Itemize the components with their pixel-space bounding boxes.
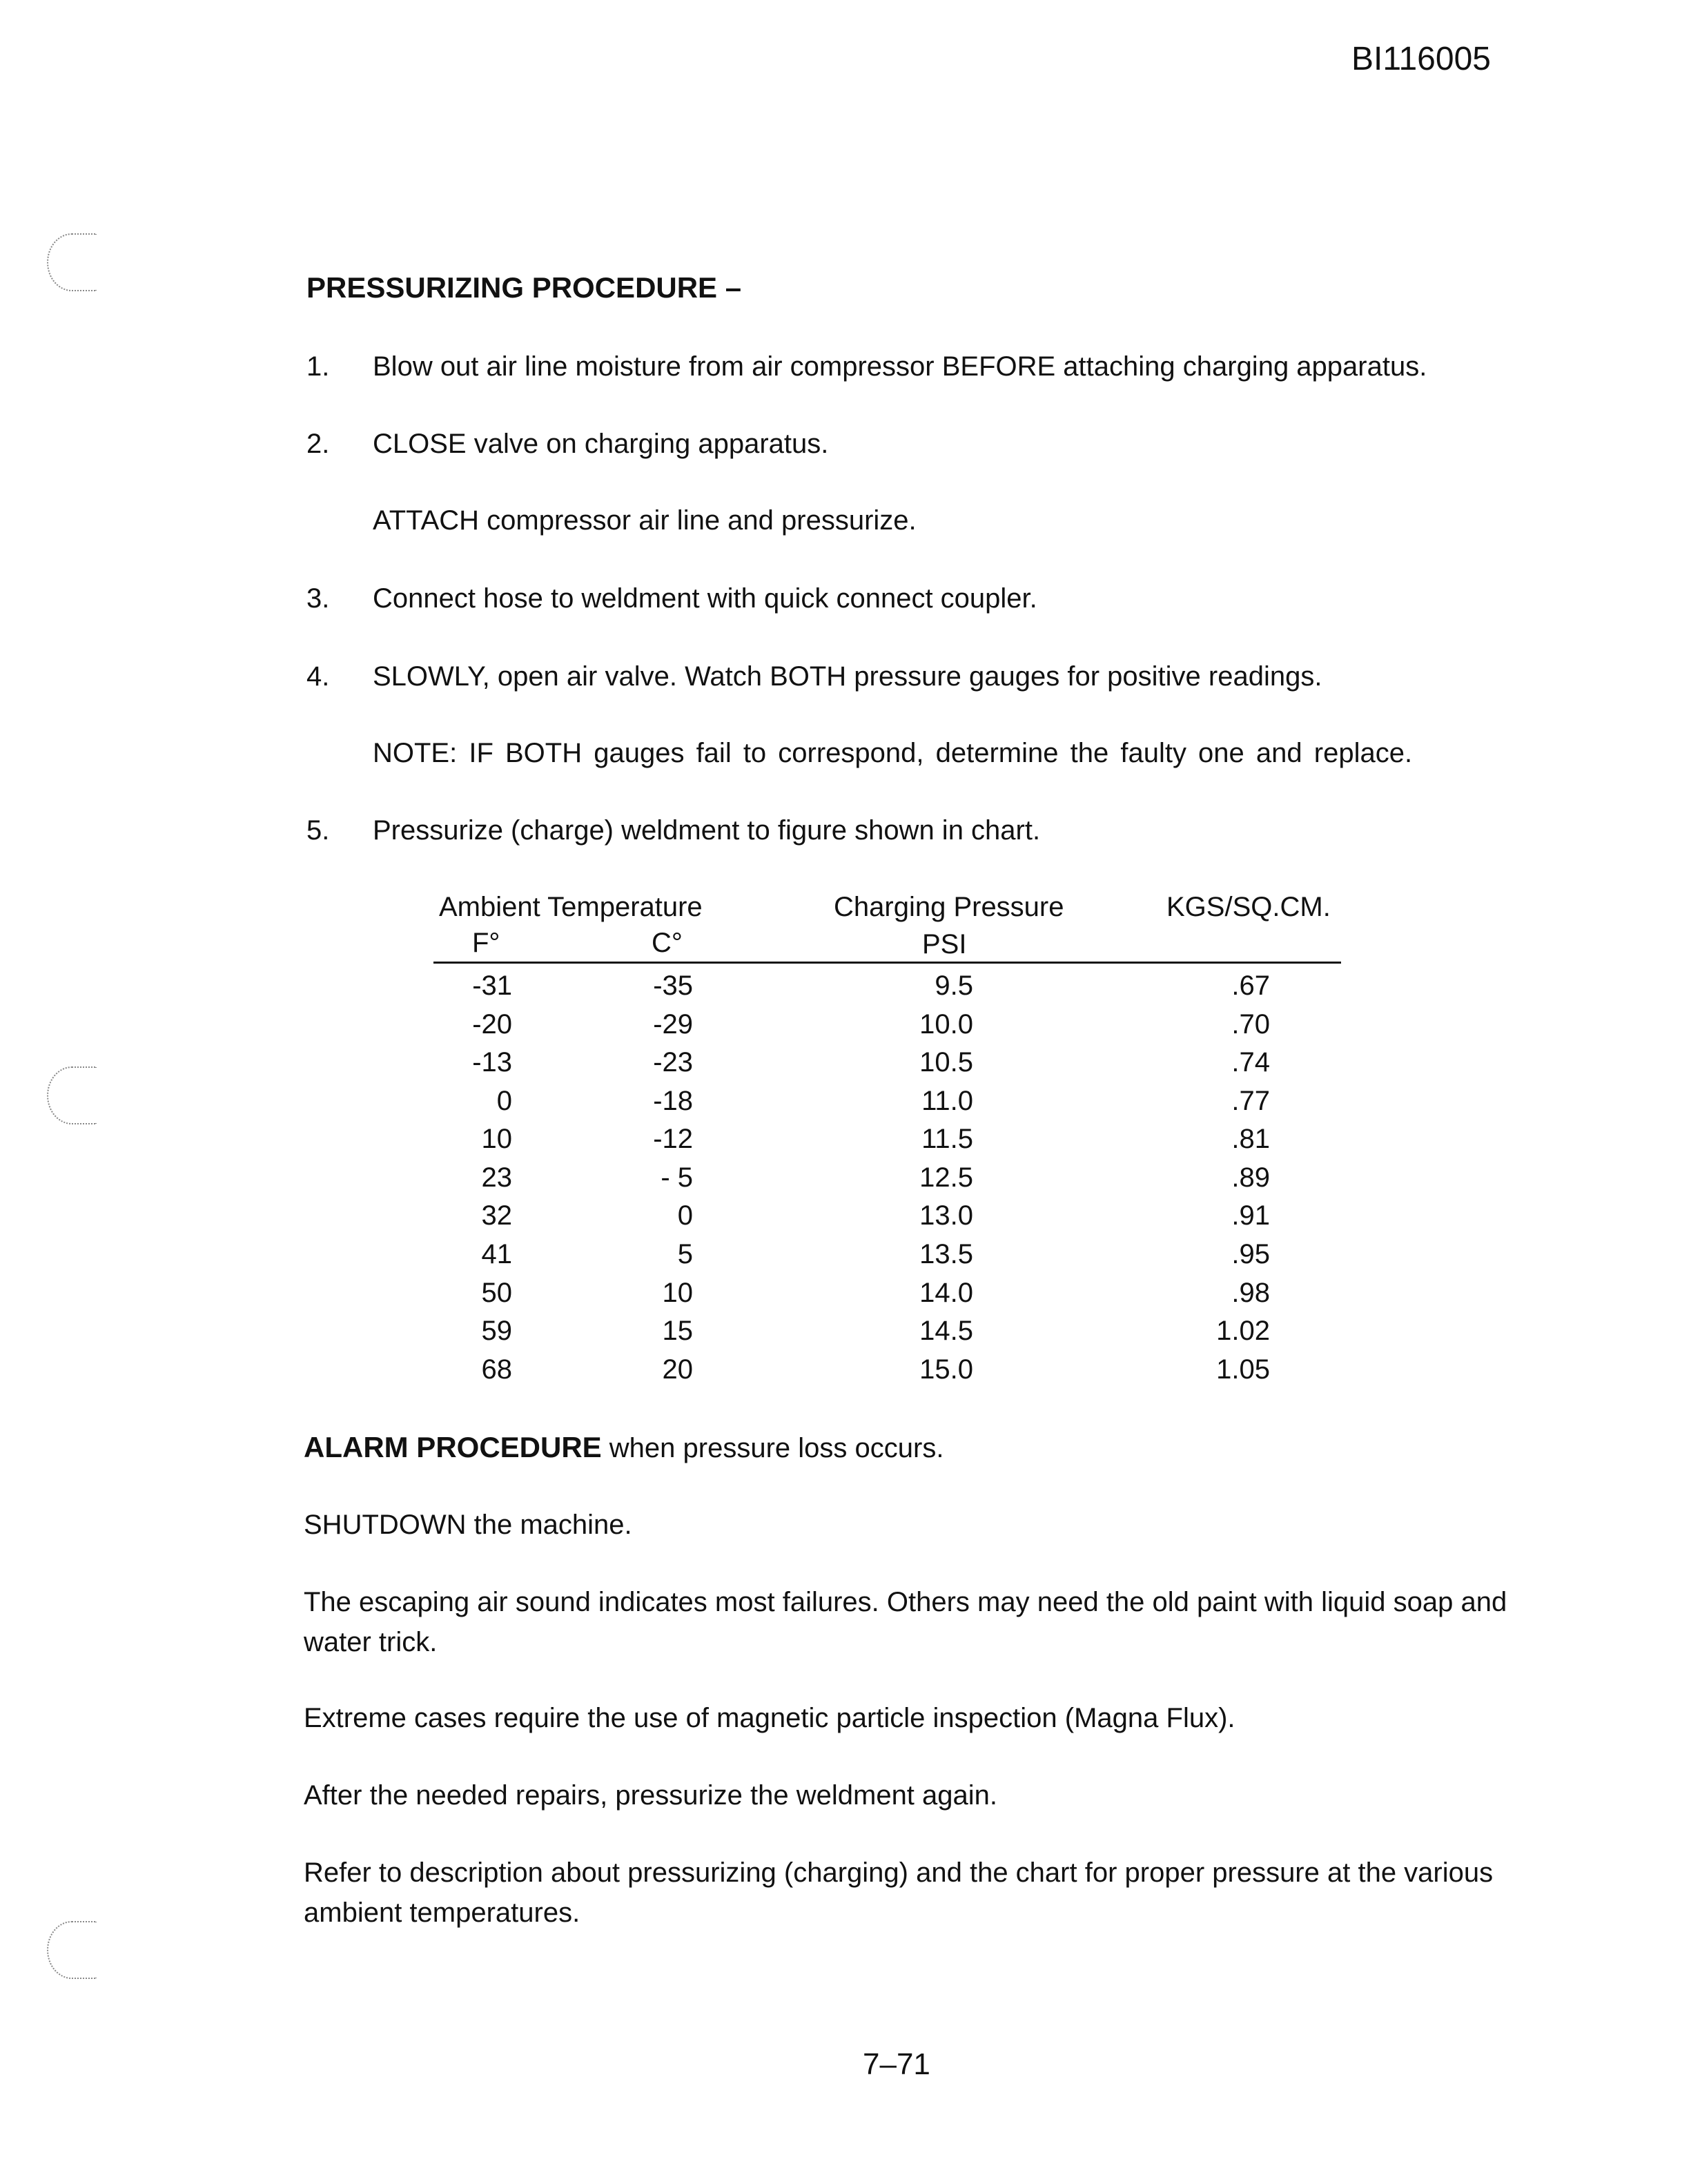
table-cell: 9.5: [935, 971, 973, 1001]
table-cell: -31: [472, 971, 512, 1001]
table-cell: 5: [677, 1239, 693, 1269]
table-cell: 1.05: [1216, 1354, 1270, 1385]
table-cell: -20: [472, 1009, 512, 1040]
binder-hole-middle: [47, 1066, 97, 1124]
table-cell: 32: [481, 1200, 512, 1231]
table-cell: 15: [662, 1316, 693, 1346]
table-cell: 11.5: [921, 1124, 973, 1154]
chart-header-celsius: C°: [652, 928, 683, 958]
chart-header-psi: PSI: [922, 929, 967, 959]
alarm-title-rest: when pressure loss occurs.: [601, 1433, 944, 1463]
step-number: 5.: [306, 815, 330, 846]
binder-hole-top: [47, 233, 97, 291]
table-cell: 10: [662, 1278, 693, 1308]
alarm-paragraph: The escaping air sound indicates most failures. Others may need the old paint with liquid soap and water trick.: [304, 1587, 1507, 1657]
step-number: 1.: [306, 351, 330, 382]
table-cell: .74: [1231, 1047, 1270, 1078]
table-cell: 59: [481, 1316, 512, 1346]
step-text: Connect hose to weldment with quick connect coupler.: [373, 583, 1037, 614]
table-cell: -23: [653, 1047, 693, 1078]
table-cell: 10.0: [919, 1009, 973, 1040]
binder-hole-bottom: [47, 1921, 97, 1979]
step-text: ATTACH compressor air line and pressurize.: [373, 505, 917, 536]
table-cell: .98: [1231, 1278, 1270, 1308]
table-cell: 10.5: [919, 1047, 973, 1078]
step-text: CLOSE valve on charging apparatus.: [373, 429, 829, 459]
alarm-heading: [304, 1427, 944, 1468]
table-cell: 50: [481, 1278, 512, 1308]
step-text: SLOWLY, open air valve. Watch BOTH pressure gauges for positive readings.: [373, 661, 1322, 692]
table-cell: .89: [1231, 1162, 1270, 1193]
step-text: Blow out air line moisture from air compressor BEFORE attaching charging apparatus.: [373, 351, 1427, 382]
table-cell: 11.0: [921, 1086, 973, 1116]
table-cell: -18: [653, 1086, 693, 1116]
page-number: 7–71: [863, 2047, 930, 2081]
table-cell: 0: [496, 1086, 512, 1116]
alarm-title: ALARM PROCEDURE: [304, 1431, 602, 1463]
table-cell: -29: [653, 1009, 693, 1040]
alarm-paragraph: SHUTDOWN the machine.: [304, 1510, 632, 1540]
pressurizing-title: PRESSURIZING PROCEDURE –: [306, 271, 742, 304]
table-cell: -12: [653, 1124, 693, 1154]
table-cell: 12.5: [919, 1162, 973, 1193]
table-cell: 13.5: [919, 1239, 973, 1269]
table-cell: 1.02: [1216, 1316, 1270, 1346]
chart-header-rule: [433, 962, 1341, 964]
alarm-paragraph: Extreme cases require the use of magnetic particle inspection (Magna Flux).: [304, 1703, 1235, 1733]
table-cell: .67: [1231, 971, 1270, 1001]
table-cell: 20: [662, 1354, 693, 1385]
table-cell: 14.0: [919, 1278, 973, 1308]
table-cell: .77: [1231, 1086, 1270, 1116]
table-cell: -13: [472, 1047, 512, 1078]
document-id: BI116005: [1351, 41, 1491, 77]
chart-header-charging: Charging Pressure: [834, 892, 1064, 922]
table-cell: 0: [677, 1200, 693, 1231]
table-cell: 68: [481, 1354, 512, 1385]
alarm-paragraph: After the needed repairs, pressurize the weldment again.: [304, 1780, 998, 1811]
table-cell: 41: [481, 1239, 512, 1269]
step-text: Pressurize (charge) weldment to figure shown in chart.: [373, 815, 1041, 846]
table-cell: .91: [1231, 1200, 1270, 1231]
table-cell: .70: [1231, 1009, 1270, 1040]
alarm-paragraph: Refer to description about pressurizing (charging) and the chart for proper pressure at the various ambient temperatures.: [304, 1858, 1494, 1928]
step-number: 2.: [306, 429, 330, 459]
chart-header-ambient: Ambient Temperature: [439, 892, 703, 922]
table-cell: 10: [481, 1124, 512, 1154]
step-number: 3.: [306, 583, 330, 614]
table-cell: 23: [481, 1162, 512, 1193]
table-cell: 15.0: [919, 1354, 973, 1385]
table-cell: 13.0: [919, 1200, 973, 1231]
step-number: 4.: [306, 661, 330, 692]
table-cell: 14.5: [919, 1316, 973, 1346]
table-cell: -35: [653, 971, 693, 1001]
note-text: NOTE: IF BOTH gauges fail to correspond, determine the faulty one and replace.: [373, 738, 1413, 768]
table-cell: - 5: [661, 1162, 693, 1193]
chart-header-kgs: KGS/SQ.CM.: [1166, 892, 1331, 922]
table-cell: .81: [1231, 1124, 1270, 1154]
chart-header-fahrenheit: F°: [472, 928, 500, 958]
table-cell: .95: [1231, 1239, 1270, 1269]
